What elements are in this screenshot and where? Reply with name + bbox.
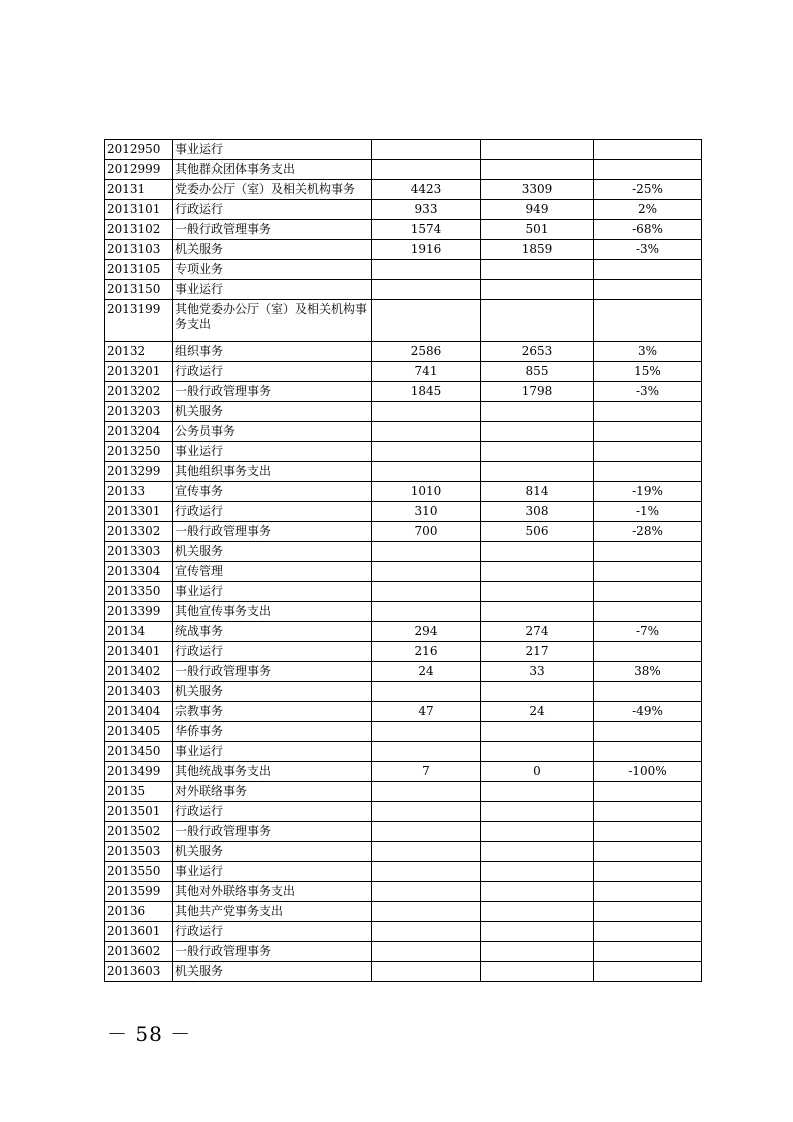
account-code-cell: 2013501	[105, 802, 173, 822]
account-code-cell: 2013502	[105, 822, 173, 842]
account-code-cell: 2013299	[105, 462, 173, 482]
table-row	[105, 180, 702, 200]
item-name-cell: 机关服务	[173, 842, 372, 862]
prior-amount-cell: 47	[372, 702, 481, 722]
change-percent-cell	[594, 782, 702, 802]
table-row	[105, 482, 702, 502]
table-row	[105, 782, 702, 802]
change-percent-cell	[594, 962, 702, 982]
current-amount-cell	[481, 542, 594, 562]
table-row	[105, 240, 702, 260]
current-amount-cell: 855	[481, 362, 594, 382]
change-percent-cell	[594, 402, 702, 422]
change-percent-cell	[594, 862, 702, 882]
table-row	[105, 382, 702, 402]
prior-amount-cell	[372, 842, 481, 862]
item-name-cell: 公务员事务	[173, 422, 372, 442]
item-name-cell: 组织事务	[173, 342, 372, 362]
item-name-cell: 专项业务	[173, 260, 372, 280]
table-row	[105, 662, 702, 682]
table-row	[105, 882, 702, 902]
account-code-cell: 2013399	[105, 602, 173, 622]
budget-table	[104, 139, 702, 982]
account-code-cell: 2013250	[105, 442, 173, 462]
change-percent-cell: 2%	[594, 200, 702, 220]
change-percent-cell	[594, 562, 702, 582]
current-amount-cell: 0	[481, 762, 594, 782]
current-amount-cell: 814	[481, 482, 594, 502]
account-code-cell: 2013201	[105, 362, 173, 382]
current-amount-cell	[481, 882, 594, 902]
change-percent-cell	[594, 922, 702, 942]
current-amount-cell	[481, 300, 594, 342]
prior-amount-cell	[372, 442, 481, 462]
item-name-cell: 宣传管理	[173, 562, 372, 582]
table-row	[105, 422, 702, 442]
account-code-cell: 20131	[105, 180, 173, 200]
prior-amount-cell	[372, 562, 481, 582]
current-amount-cell	[481, 782, 594, 802]
item-name-cell: 其他对外联络事务支出	[173, 882, 372, 902]
change-percent-cell	[594, 280, 702, 300]
account-code-cell: 2012999	[105, 160, 173, 180]
change-percent-cell	[594, 542, 702, 562]
item-name-cell: 机关服务	[173, 542, 372, 562]
prior-amount-cell	[372, 802, 481, 822]
prior-amount-cell: 933	[372, 200, 481, 220]
current-amount-cell: 501	[481, 220, 594, 240]
prior-amount-cell	[372, 542, 481, 562]
current-amount-cell	[481, 582, 594, 602]
current-amount-cell	[481, 902, 594, 922]
table-row	[105, 622, 702, 642]
change-percent-cell: -7%	[594, 622, 702, 642]
table-row	[105, 342, 702, 362]
account-code-cell: 2013302	[105, 522, 173, 542]
prior-amount-cell: 4423	[372, 180, 481, 200]
account-code-cell: 2013301	[105, 502, 173, 522]
change-percent-cell: -1%	[594, 502, 702, 522]
prior-amount-cell: 216	[372, 642, 481, 662]
change-percent-cell: 3%	[594, 342, 702, 362]
current-amount-cell	[481, 260, 594, 280]
prior-amount-cell: 1574	[372, 220, 481, 240]
prior-amount-cell	[372, 602, 481, 622]
prior-amount-cell	[372, 882, 481, 902]
account-code-cell: 2013404	[105, 702, 173, 722]
item-name-cell: 行政运行	[173, 922, 372, 942]
account-code-cell: 2012950	[105, 140, 173, 160]
table-row	[105, 220, 702, 240]
table-row	[105, 442, 702, 462]
account-code-cell: 2013603	[105, 962, 173, 982]
item-name-cell: 其他组织事务支出	[173, 462, 372, 482]
account-code-cell: 2013602	[105, 942, 173, 962]
change-percent-cell	[594, 902, 702, 922]
account-code-cell: 2013401	[105, 642, 173, 662]
item-name-cell: 机关服务	[173, 962, 372, 982]
item-name-cell: 华侨事务	[173, 722, 372, 742]
item-name-cell: 机关服务	[173, 682, 372, 702]
item-name-cell: 一般行政管理事务	[173, 822, 372, 842]
prior-amount-cell: 24	[372, 662, 481, 682]
account-code-cell: 2013599	[105, 882, 173, 902]
budget-table-container	[104, 139, 701, 982]
current-amount-cell	[481, 722, 594, 742]
account-code-cell: 2013402	[105, 662, 173, 682]
change-percent-cell	[594, 462, 702, 482]
change-percent-cell	[594, 602, 702, 622]
current-amount-cell	[481, 802, 594, 822]
table-row	[105, 362, 702, 382]
table-row	[105, 702, 702, 722]
table-row	[105, 682, 702, 702]
change-percent-cell: -25%	[594, 180, 702, 200]
item-name-cell: 一般行政管理事务	[173, 220, 372, 240]
prior-amount-cell: 1010	[372, 482, 481, 502]
change-percent-cell: 38%	[594, 662, 702, 682]
prior-amount-cell	[372, 280, 481, 300]
prior-amount-cell	[372, 160, 481, 180]
change-percent-cell: -19%	[594, 482, 702, 502]
item-name-cell: 事业运行	[173, 280, 372, 300]
account-code-cell: 2013450	[105, 742, 173, 762]
change-percent-cell: -28%	[594, 522, 702, 542]
change-percent-cell	[594, 842, 702, 862]
table-row	[105, 160, 702, 180]
table-row	[105, 862, 702, 882]
account-code-cell: 20133	[105, 482, 173, 502]
current-amount-cell: 506	[481, 522, 594, 542]
item-name-cell: 一般行政管理事务	[173, 382, 372, 402]
prior-amount-cell	[372, 862, 481, 882]
item-name-cell: 行政运行	[173, 362, 372, 382]
current-amount-cell	[481, 962, 594, 982]
current-amount-cell: 217	[481, 642, 594, 662]
prior-amount-cell: 310	[372, 502, 481, 522]
account-code-cell: 2013102	[105, 220, 173, 240]
current-amount-cell	[481, 402, 594, 422]
change-percent-cell: -3%	[594, 240, 702, 260]
change-percent-cell: -68%	[594, 220, 702, 240]
current-amount-cell: 1859	[481, 240, 594, 260]
current-amount-cell: 33	[481, 662, 594, 682]
prior-amount-cell	[372, 722, 481, 742]
current-amount-cell	[481, 682, 594, 702]
item-name-cell: 事业运行	[173, 742, 372, 762]
account-code-cell: 2013199	[105, 300, 173, 342]
item-name-cell: 行政运行	[173, 642, 372, 662]
account-code-cell: 2013304	[105, 562, 173, 582]
table-row	[105, 562, 702, 582]
change-percent-cell	[594, 140, 702, 160]
current-amount-cell	[481, 280, 594, 300]
current-amount-cell: 949	[481, 200, 594, 220]
current-amount-cell	[481, 160, 594, 180]
item-name-cell: 一般行政管理事务	[173, 522, 372, 542]
prior-amount-cell	[372, 742, 481, 762]
item-name-cell: 事业运行	[173, 582, 372, 602]
item-name-cell: 机关服务	[173, 240, 372, 260]
table-row	[105, 742, 702, 762]
change-percent-cell	[594, 642, 702, 662]
change-percent-cell	[594, 802, 702, 822]
item-name-cell: 行政运行	[173, 200, 372, 220]
current-amount-cell	[481, 602, 594, 622]
table-row	[105, 802, 702, 822]
change-percent-cell: -100%	[594, 762, 702, 782]
change-percent-cell	[594, 582, 702, 602]
item-name-cell: 事业运行	[173, 140, 372, 160]
prior-amount-cell: 741	[372, 362, 481, 382]
page-number: － 58 －	[107, 1022, 192, 1046]
current-amount-cell	[481, 140, 594, 160]
account-code-cell: 2013203	[105, 402, 173, 422]
prior-amount-cell	[372, 942, 481, 962]
current-amount-cell	[481, 422, 594, 442]
item-name-cell: 机关服务	[173, 402, 372, 422]
table-row	[105, 962, 702, 982]
prior-amount-cell: 7	[372, 762, 481, 782]
table-row	[105, 822, 702, 842]
table-row	[105, 300, 702, 342]
change-percent-cell	[594, 160, 702, 180]
prior-amount-cell	[372, 962, 481, 982]
item-name-cell: 行政运行	[173, 802, 372, 822]
current-amount-cell	[481, 922, 594, 942]
prior-amount-cell	[372, 582, 481, 602]
table-row	[105, 260, 702, 280]
current-amount-cell	[481, 442, 594, 462]
account-code-cell: 2013105	[105, 260, 173, 280]
change-percent-cell	[594, 442, 702, 462]
account-code-cell: 20135	[105, 782, 173, 802]
change-percent-cell: -49%	[594, 702, 702, 722]
change-percent-cell	[594, 682, 702, 702]
account-code-cell: 2013303	[105, 542, 173, 562]
item-name-cell: 一般行政管理事务	[173, 942, 372, 962]
prior-amount-cell: 294	[372, 622, 481, 642]
change-percent-cell	[594, 742, 702, 762]
account-code-cell: 2013204	[105, 422, 173, 442]
prior-amount-cell	[372, 682, 481, 702]
item-name-cell: 事业运行	[173, 442, 372, 462]
prior-amount-cell	[372, 260, 481, 280]
table-row	[105, 502, 702, 522]
item-name-cell: 其他宣传事务支出	[173, 602, 372, 622]
account-code-cell: 2013350	[105, 582, 173, 602]
table-row	[105, 722, 702, 742]
item-name-cell: 其他群众团体事务支出	[173, 160, 372, 180]
account-code-cell: 2013601	[105, 922, 173, 942]
table-row	[105, 140, 702, 160]
item-name-cell: 党委办公厅（室）及相关机构事务	[173, 180, 372, 200]
account-code-cell: 2013101	[105, 200, 173, 220]
item-name-cell: 一般行政管理事务	[173, 662, 372, 682]
change-percent-cell	[594, 300, 702, 342]
account-code-cell: 2013150	[105, 280, 173, 300]
current-amount-cell	[481, 462, 594, 482]
current-amount-cell	[481, 822, 594, 842]
prior-amount-cell	[372, 422, 481, 442]
item-name-cell: 行政运行	[173, 502, 372, 522]
budget-table-body	[105, 140, 702, 982]
account-code-cell: 2013503	[105, 842, 173, 862]
table-row	[105, 280, 702, 300]
prior-amount-cell	[372, 462, 481, 482]
change-percent-cell: 15%	[594, 362, 702, 382]
account-code-cell: 2013550	[105, 862, 173, 882]
current-amount-cell	[481, 862, 594, 882]
change-percent-cell	[594, 822, 702, 842]
account-code-cell: 20136	[105, 902, 173, 922]
prior-amount-cell: 700	[372, 522, 481, 542]
item-name-cell: 宣传事务	[173, 482, 372, 502]
table-row	[105, 402, 702, 422]
prior-amount-cell	[372, 922, 481, 942]
change-percent-cell	[594, 942, 702, 962]
table-row	[105, 582, 702, 602]
item-name-cell: 其他党委办公厅（室）及相关机构事务支出	[173, 300, 372, 342]
item-name-cell: 事业运行	[173, 862, 372, 882]
prior-amount-cell	[372, 782, 481, 802]
current-amount-cell	[481, 742, 594, 762]
account-code-cell: 2013202	[105, 382, 173, 402]
prior-amount-cell	[372, 822, 481, 842]
account-code-cell: 2013403	[105, 682, 173, 702]
current-amount-cell: 274	[481, 622, 594, 642]
table-row	[105, 842, 702, 862]
change-percent-cell: -3%	[594, 382, 702, 402]
table-row	[105, 522, 702, 542]
table-row	[105, 602, 702, 622]
current-amount-cell	[481, 842, 594, 862]
current-amount-cell: 3309	[481, 180, 594, 200]
table-row	[105, 902, 702, 922]
current-amount-cell	[481, 562, 594, 582]
table-row	[105, 922, 702, 942]
account-code-cell: 20132	[105, 342, 173, 362]
table-row	[105, 942, 702, 962]
current-amount-cell: 308	[481, 502, 594, 522]
account-code-cell: 2013499	[105, 762, 173, 782]
table-row	[105, 762, 702, 782]
prior-amount-cell	[372, 902, 481, 922]
change-percent-cell	[594, 882, 702, 902]
table-row	[105, 462, 702, 482]
current-amount-cell: 1798	[481, 382, 594, 402]
prior-amount-cell: 1845	[372, 382, 481, 402]
table-row	[105, 200, 702, 220]
change-percent-cell	[594, 722, 702, 742]
prior-amount-cell: 1916	[372, 240, 481, 260]
current-amount-cell: 24	[481, 702, 594, 722]
item-name-cell: 宗教事务	[173, 702, 372, 722]
account-code-cell: 2013405	[105, 722, 173, 742]
item-name-cell: 其他共产党事务支出	[173, 902, 372, 922]
prior-amount-cell	[372, 140, 481, 160]
change-percent-cell	[594, 422, 702, 442]
current-amount-cell	[481, 942, 594, 962]
table-row	[105, 542, 702, 562]
table-row	[105, 642, 702, 662]
prior-amount-cell: 2586	[372, 342, 481, 362]
account-code-cell: 20134	[105, 622, 173, 642]
change-percent-cell	[594, 260, 702, 280]
item-name-cell: 统战事务	[173, 622, 372, 642]
item-name-cell: 对外联络事务	[173, 782, 372, 802]
prior-amount-cell	[372, 402, 481, 422]
prior-amount-cell	[372, 300, 481, 342]
current-amount-cell: 2653	[481, 342, 594, 362]
item-name-cell: 其他统战事务支出	[173, 762, 372, 782]
account-code-cell: 2013103	[105, 240, 173, 260]
